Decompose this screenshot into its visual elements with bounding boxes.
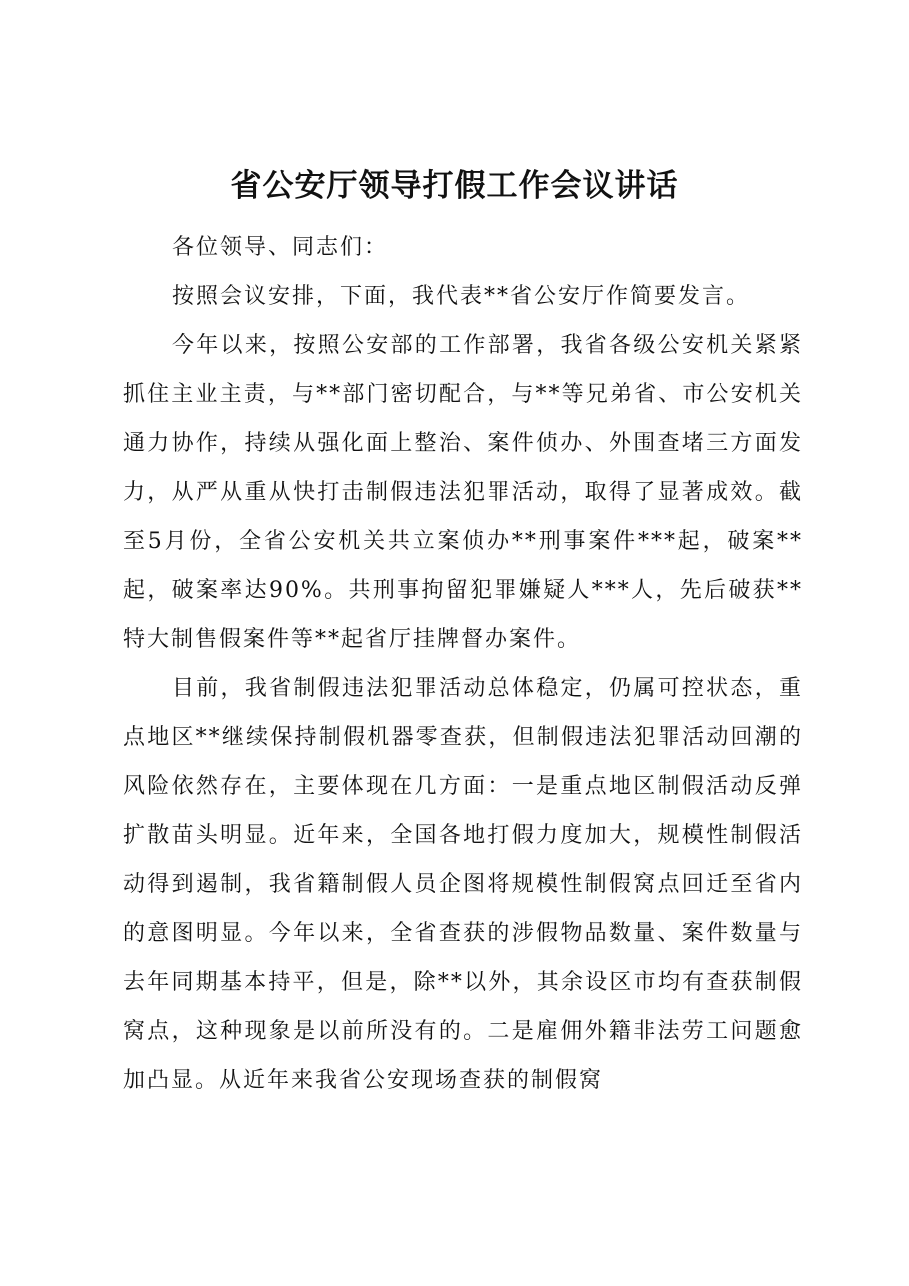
paragraph-salutation: 各位领导、同志们： [172,235,389,260]
paragraph-achievements: 今年以来，按照公安部的工作部署，我省各级公安机关紧紧抓住主业主责，与**部门密切配合，与**等兄弟省、市公安机关通力协作，持续从强化面上整治、案件侦办、外围查堵三方面发力，从严从重从快打击制假违法犯罪活动，取得了显著成效。截至5月份，全省公安机关共立案侦办**刑事案件***起，破案**起，破案率达90%。共刑事拘留犯罪嫌疑人***人，先后破获**特大制售假案件等**起省厅挂牌督办案件。 [123,333,803,652]
document-body [123,223,803,1105]
paragraph-opening: 按照会议安排，下面，我代表**省公安厅作简要发言。 [172,284,751,309]
paragraph-current-situation: 目前，我省制假违法犯罪活动总体稳定，仍属可控状态，重点地区**继续保持制假机器零查获，但制假违法犯罪活动回潮的风险依然存在，主要体现在几方面：一是重点地区制假活动反弹扩散苗头明显。近年来，全国各地打假力度加大，规模性制假活动得到遏制，我省籍制假人员企图将规模性制假窝点回迁至省内的意图明显。今年以来，全省查获的涉假物品数量、案件数量与去年同期基本持平，但是，除**以外，其余设区市均有查获制假窝点，这种现象是以前所没有的。二是雇佣外籍非法劳工问题愈加凸显。从近年来我省公安现场查获的制假窝 [123,676,803,1093]
document-title: 省公安厅领导打假工作会议讲话 [230,168,679,204]
